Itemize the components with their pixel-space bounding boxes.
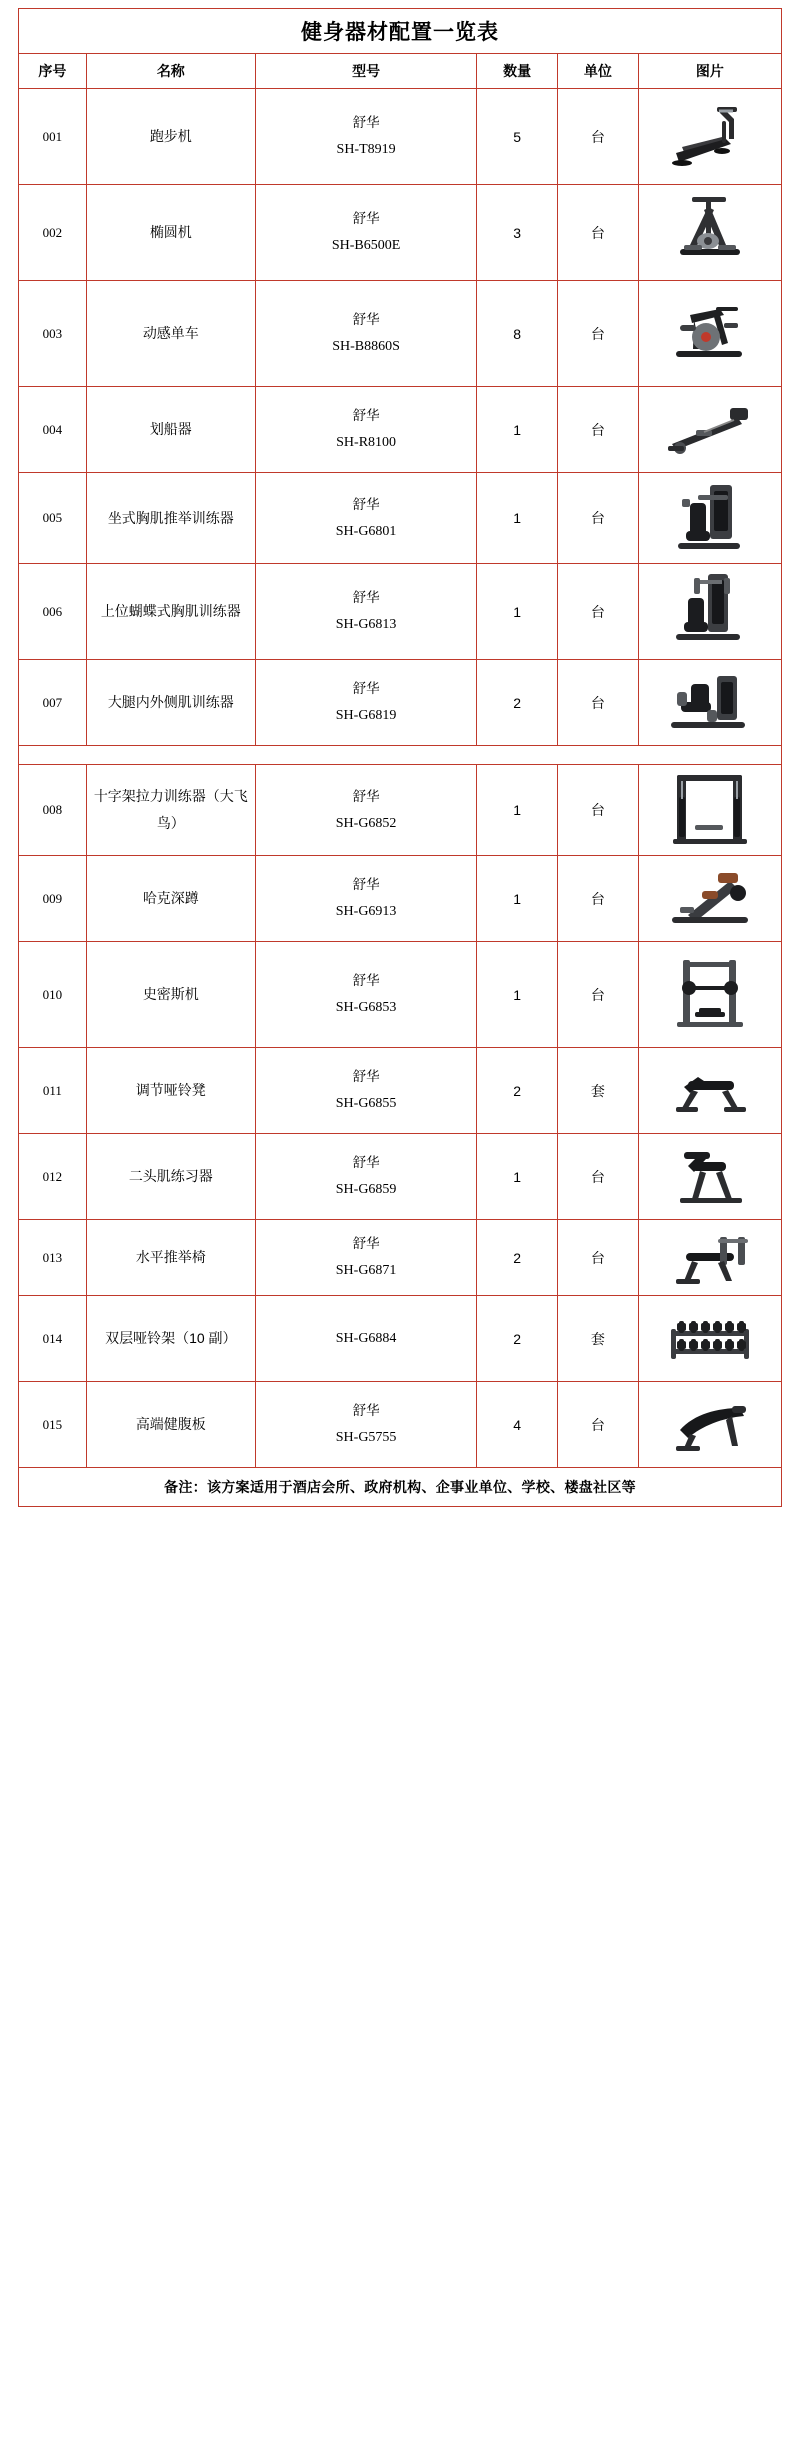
equipment-unit: 台 <box>557 89 638 185</box>
footer-note: 备注：该方案适用于酒店会所、政府机构、企事业单位、学校、楼盘社区等 <box>19 1468 782 1507</box>
table-header-row <box>19 54 782 89</box>
equipment-quantity: 3 <box>477 185 558 281</box>
equipment-model <box>255 660 476 746</box>
spin-bike-image <box>641 295 779 373</box>
row-index: 014 <box>19 1296 87 1382</box>
equipment-quantity: 1 <box>477 564 558 660</box>
equipment-name: 划船器 <box>86 387 255 473</box>
equipment-model <box>255 185 476 281</box>
equipment-name: 大腿内外侧肌训练器 <box>86 660 255 746</box>
equipment-model <box>255 1296 476 1382</box>
row-index: 004 <box>19 387 87 473</box>
equipment-name: 坐式胸肌推举训练器 <box>86 473 255 564</box>
section-gap <box>19 746 782 765</box>
equipment-model <box>255 1048 476 1134</box>
row-index: 012 <box>19 1134 87 1220</box>
equipment-model <box>255 89 476 185</box>
smith-machine-image <box>641 952 779 1038</box>
equipment-unit: 台 <box>557 185 638 281</box>
model-brand: 舒华 <box>352 1403 380 1418</box>
model-brand: 舒华 <box>352 590 380 605</box>
cable-crossover-image <box>641 767 779 853</box>
model-brand: 舒华 <box>352 973 380 988</box>
equipment-name: 动感单车 <box>86 281 255 387</box>
equipment-model <box>255 387 476 473</box>
equipment-unit: 台 <box>557 387 638 473</box>
model-brand: 舒华 <box>352 312 380 327</box>
model-code: SH-G6801 <box>335 523 397 539</box>
equipment-photo-cell <box>638 564 781 660</box>
row-index: 015 <box>19 1382 87 1468</box>
row-index: 001 <box>19 89 87 185</box>
equipment-photo-cell <box>638 185 781 281</box>
equipment-unit: 台 <box>557 942 638 1048</box>
equipment-name: 十字架拉力训练器（大飞鸟） <box>86 765 255 856</box>
equipment-unit: 台 <box>557 564 638 660</box>
model-brand: 舒华 <box>352 1069 380 1084</box>
equipment-photo-cell <box>638 660 781 746</box>
equipment-unit: 台 <box>557 473 638 564</box>
equipment-quantity: 2 <box>477 1220 558 1296</box>
flat-bench-press-image <box>641 1227 779 1289</box>
equipment-model <box>255 765 476 856</box>
chest-press-image <box>641 475 779 561</box>
equipment-name: 哈克深蹲 <box>86 856 255 942</box>
equipment-quantity: 1 <box>477 473 558 564</box>
equipment-photo-cell <box>638 89 781 185</box>
equipment-model <box>255 942 476 1048</box>
equipment-quantity: 2 <box>477 660 558 746</box>
table-row <box>19 856 782 942</box>
table-row <box>19 185 782 281</box>
equipment-photo-cell <box>638 1296 781 1382</box>
model-brand: 舒华 <box>352 788 380 804</box>
rowing-machine-image <box>641 400 779 460</box>
footer-note-row <box>19 1468 782 1507</box>
row-index: 008 <box>19 765 87 856</box>
model-code: SH-G6853 <box>335 1000 397 1015</box>
adjustable-bench-image <box>641 1063 779 1119</box>
equipment-model <box>255 564 476 660</box>
equipment-quantity: 4 <box>477 1382 558 1468</box>
table-row <box>19 660 782 746</box>
equipment-name: 水平推举椅 <box>86 1220 255 1296</box>
row-index: 009 <box>19 856 87 942</box>
equipment-quantity: 1 <box>477 387 558 473</box>
row-index: 010 <box>19 942 87 1048</box>
equipment-unit: 台 <box>557 765 638 856</box>
equipment-unit: 台 <box>557 1382 638 1468</box>
dumbbell-rack-image <box>641 1309 779 1369</box>
equipment-photo-cell <box>638 942 781 1048</box>
column-header-3: 数量 <box>477 54 558 89</box>
equipment-photo-cell <box>638 765 781 856</box>
equipment-quantity: 2 <box>477 1296 558 1382</box>
equipment-name: 跑步机 <box>86 89 255 185</box>
table-row <box>19 387 782 473</box>
model-code: SH-G6859 <box>335 1182 397 1197</box>
row-index: 005 <box>19 473 87 564</box>
table-row <box>19 942 782 1048</box>
column-header-0: 序号 <box>19 54 87 89</box>
hip-abduction-image <box>641 666 779 740</box>
equipment-name: 上位蝴蝶式胸肌训练器 <box>86 564 255 660</box>
equipment-unit: 台 <box>557 660 638 746</box>
equipment-photo-cell <box>638 281 781 387</box>
equipment-name: 高端健腹板 <box>86 1382 255 1468</box>
table-row <box>19 1220 782 1296</box>
model-brand: 舒华 <box>352 496 380 512</box>
model-code: SH-T8919 <box>336 142 396 157</box>
hack-squat-image <box>641 863 779 935</box>
pec-fly-image <box>641 568 779 656</box>
table-row <box>19 1296 782 1382</box>
equipment-quantity: 5 <box>477 89 558 185</box>
equipment-unit: 台 <box>557 1134 638 1220</box>
model-brand: 舒华 <box>352 1155 380 1170</box>
equipment-table <box>18 8 782 1507</box>
equipment-photo-cell <box>638 1134 781 1220</box>
equipment-unit: 台 <box>557 1220 638 1296</box>
row-index: 003 <box>19 281 87 387</box>
equipment-name: 调节哑铃凳 <box>86 1048 255 1134</box>
model-code: SH-G5755 <box>335 1430 397 1445</box>
equipment-name: 史密斯机 <box>86 942 255 1048</box>
model-code: SH-R8100 <box>336 435 397 450</box>
equipment-unit: 台 <box>557 856 638 942</box>
table-row <box>19 765 782 856</box>
table-row <box>19 1382 782 1468</box>
equipment-quantity: 1 <box>477 856 558 942</box>
ab-bench-image <box>641 1396 779 1454</box>
equipment-model <box>255 1220 476 1296</box>
model-brand: 舒华 <box>352 1236 380 1251</box>
row-index: 006 <box>19 564 87 660</box>
page-title: 健身器材配置一览表 <box>19 9 782 54</box>
model-code: SH-G6871 <box>335 1263 397 1278</box>
model-brand: 舒华 <box>352 211 380 226</box>
row-index: 002 <box>19 185 87 281</box>
equipment-unit: 套 <box>557 1048 638 1134</box>
row-index: 007 <box>19 660 87 746</box>
row-index: 013 <box>19 1220 87 1296</box>
equipment-photo-cell <box>638 1220 781 1296</box>
equipment-unit: 台 <box>557 281 638 387</box>
equipment-quantity: 2 <box>477 1048 558 1134</box>
equipment-model <box>255 473 476 564</box>
model-code: SH-G6913 <box>335 904 397 919</box>
biceps-curl-image <box>641 1140 779 1214</box>
equipment-model <box>255 1382 476 1468</box>
model-code: SH-G6813 <box>335 617 397 632</box>
equipment-model <box>255 281 476 387</box>
column-header-1: 名称 <box>86 54 255 89</box>
equipment-quantity: 8 <box>477 281 558 387</box>
equipment-model <box>255 1134 476 1220</box>
model-brand: 舒华 <box>352 115 380 130</box>
model-brand: 舒华 <box>352 408 380 423</box>
model-code: SH-G6884 <box>335 1330 397 1346</box>
column-header-5: 图片 <box>638 54 781 89</box>
equipment-photo-cell <box>638 856 781 942</box>
equipment-photo-cell <box>638 387 781 473</box>
equipment-name: 二头肌练习器 <box>86 1134 255 1220</box>
equipment-model <box>255 856 476 942</box>
elliptical-image <box>641 193 779 273</box>
equipment-quantity: 1 <box>477 765 558 856</box>
column-header-4: 单位 <box>557 54 638 89</box>
equipment-name: 椭圆机 <box>86 185 255 281</box>
model-code: SH-B8860S <box>332 339 400 354</box>
model-brand: 舒华 <box>352 877 380 892</box>
equipment-quantity: 1 <box>477 1134 558 1220</box>
model-brand: 舒华 <box>352 681 380 696</box>
equipment-name: 双层哑铃架（10 副） <box>86 1296 255 1382</box>
model-code: SH-B6500E <box>331 238 401 253</box>
equipment-quantity: 1 <box>477 942 558 1048</box>
table-row <box>19 281 782 387</box>
equipment-unit: 套 <box>557 1296 638 1382</box>
table-row <box>19 1134 782 1220</box>
title-row <box>19 9 782 54</box>
model-code: SH-G6819 <box>335 708 397 723</box>
equipment-table-body <box>19 9 782 1507</box>
model-code: SH-G6855 <box>335 1096 397 1111</box>
model-code: SH-G6852 <box>335 815 397 831</box>
equipment-photo-cell <box>638 1048 781 1134</box>
table-row <box>19 1048 782 1134</box>
column-header-2: 型号 <box>255 54 476 89</box>
treadmill-image <box>641 101 779 173</box>
table-row <box>19 89 782 185</box>
table-row <box>19 473 782 564</box>
equipment-photo-cell <box>638 473 781 564</box>
row-index: 011 <box>19 1048 87 1134</box>
equipment-photo-cell <box>638 1382 781 1468</box>
table-row <box>19 564 782 660</box>
